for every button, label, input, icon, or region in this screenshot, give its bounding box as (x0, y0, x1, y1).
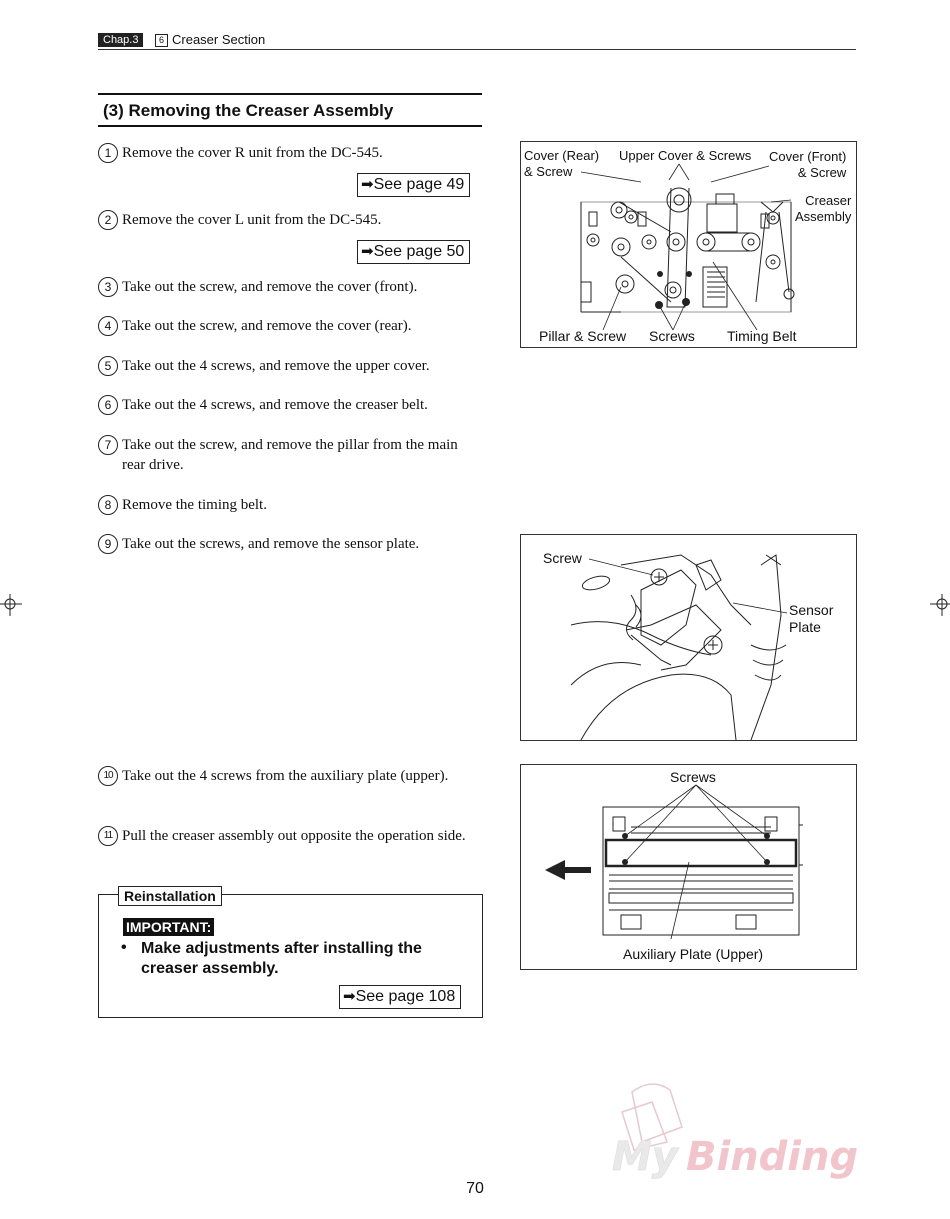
ref-text: See page 49 (373, 176, 465, 193)
section-number-box: 6 (155, 34, 168, 47)
step-text: Remove the timing belt. (122, 497, 267, 513)
label-screw: Screw (543, 550, 582, 566)
label-text: Cover (Rear) (524, 148, 600, 163)
step-text: Take out the 4 screws, and remove the creaser belt. (122, 397, 428, 413)
label-auxiliary-plate: Auxiliary Plate (Upper) (623, 946, 764, 962)
label-text: Assembly (795, 209, 852, 224)
important-badge: IMPORTANT: (123, 918, 214, 936)
svg-text:Binding: Binding (686, 1134, 859, 1180)
see-page-49-link[interactable] (357, 173, 470, 197)
registration-mark-icon (0, 594, 22, 616)
section-title: Creaser Section (172, 32, 266, 47)
see-page-50-link[interactable] (357, 240, 470, 264)
svg-text:My: My (612, 1134, 678, 1180)
step-number: 3 (98, 277, 118, 297)
step-text: Pull the creaser assembly out opposite the operation side. (122, 828, 466, 844)
label-creaser-assembly (795, 193, 851, 225)
step-2 (98, 210, 483, 230)
step-1 (98, 143, 483, 163)
step-8 (98, 495, 483, 515)
arrow-right-icon: ➡ (361, 176, 374, 193)
step-5 (98, 356, 483, 376)
step-number: 6 (98, 395, 118, 415)
step-9 (98, 534, 483, 554)
figure-auxiliary-plate (520, 764, 857, 970)
step-3 (98, 277, 483, 297)
step-number: 8 (98, 495, 118, 515)
arrow-right-icon: ➡ (343, 988, 356, 1005)
step-10 (98, 766, 483, 786)
step-4 (98, 316, 483, 336)
auxiliary-plate-drawing (521, 765, 856, 969)
label-text: & Screw (524, 164, 573, 179)
page-header (98, 31, 856, 50)
label-text: Plate (789, 619, 821, 635)
step-number: 5 (98, 356, 118, 376)
page-title (98, 93, 482, 127)
step-number: 11 (98, 826, 118, 846)
label-text: Cover (Front) (769, 149, 847, 164)
step-11 (98, 826, 483, 846)
step-text: Take out the screws, and remove the sensor plate. (122, 536, 420, 552)
reinstallation-label: Reinstallation (118, 886, 222, 906)
step-text: Take out the screw, and remove the cover (front). (122, 279, 418, 295)
label-upper-cover: Upper Cover & Screws (619, 148, 752, 163)
step-6 (98, 395, 483, 415)
bullet: • (121, 939, 127, 956)
page-number: 70 (466, 1180, 484, 1197)
label-text: & Screw (797, 165, 847, 180)
label-timing-belt: Timing Belt (727, 328, 797, 344)
step-7 (98, 435, 483, 475)
step-text: Take out the 4 screws from the auxiliary plate (upper). (122, 768, 449, 784)
step-number: 1 (98, 143, 118, 163)
step-text: Take out the screw, and remove the pillar from the main rear drive. (122, 437, 458, 473)
page-title-text: (3) Removing the Creaser Assembly (103, 101, 394, 120)
arrow-right-icon: ➡ (361, 243, 374, 260)
step-text: Take out the 4 screws, and remove the upper cover. (122, 358, 430, 374)
label-pillar-screw: Pillar & Screw (539, 328, 627, 344)
step-number: 4 (98, 316, 118, 336)
figure-creaser-overview (520, 141, 857, 348)
step-text: Take out the screw, and remove the cover (rear). (122, 318, 412, 334)
step-number: 2 (98, 210, 118, 230)
step-number: 7 (98, 435, 118, 455)
figure-sensor-plate (520, 534, 857, 741)
step-number: 10 (98, 766, 118, 786)
step-number: 9 (98, 534, 118, 554)
label-screws: Screws (649, 328, 695, 344)
step-text: Remove the cover L unit from the DC-545. (122, 212, 382, 228)
label-cover-front (769, 149, 846, 181)
label-cover-rear (524, 148, 599, 180)
label-text: Creaser (805, 193, 852, 208)
registration-mark-icon (930, 594, 950, 616)
watermark-logo-icon (612, 1072, 880, 1184)
label-sensor-plate (789, 602, 833, 636)
label-text: Sensor (789, 602, 834, 618)
chapter-badge: Chap.3 (98, 33, 143, 47)
reinstallation-box (98, 888, 483, 1018)
ref-text: See page 50 (373, 243, 465, 260)
label-screws: Screws (670, 769, 716, 785)
see-page-108-link[interactable] (339, 985, 461, 1009)
ref-text: See page 108 (355, 988, 456, 1005)
reinstallation-note: Make adjustments after installing the creaser assembly. (141, 940, 422, 977)
step-text: Remove the cover R unit from the DC-545. (122, 145, 383, 161)
